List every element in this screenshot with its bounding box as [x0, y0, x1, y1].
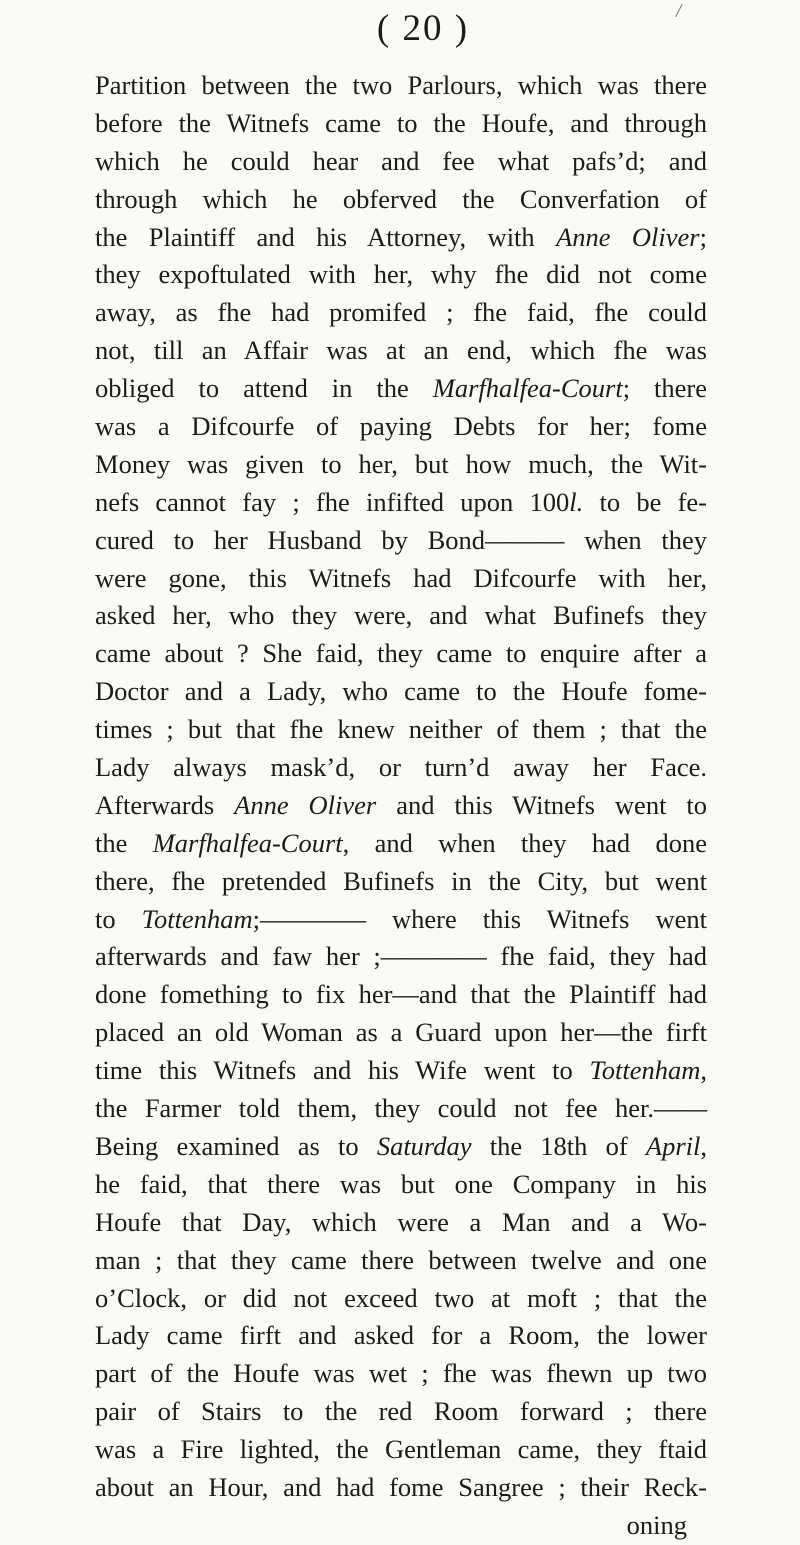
text-line: [95, 143, 707, 181]
text-line: [95, 825, 707, 863]
text-line: [95, 1128, 707, 1166]
text-segment: before the Witnefs came to the Houfe, and through: [95, 107, 707, 138]
text-line: [95, 1393, 707, 1431]
text-segment: was a Difcourfe of paying Debts for her; fome: [95, 411, 707, 442]
italic-text: Anne Oliver: [556, 221, 700, 252]
text-line: [95, 635, 707, 673]
text-segment: part of the Houfe was wet ; fhe was fhewn up two: [95, 1358, 707, 1389]
italic-text: Tottenham: [141, 903, 253, 934]
text-line: [95, 446, 707, 484]
text-segment: placed an old Woman as a Guard upon her—the firft: [95, 1017, 707, 1048]
text-line: [95, 294, 707, 332]
text-segment: and this Witnefs went to: [376, 789, 707, 820]
text-segment: Lady came firft and asked for a Room, the lower: [95, 1320, 707, 1351]
text-segment: ;: [699, 221, 707, 252]
text-segment: Doctor and a Lady, who came to the Houfe fome-: [95, 676, 707, 707]
text-segment: ;———— where this Witnefs went: [252, 903, 707, 934]
text-segment: the Plaintiff and his Attorney, with: [95, 221, 557, 252]
text-line: [95, 863, 707, 901]
body-text: [95, 67, 707, 1545]
text-line: [95, 1355, 707, 1393]
text-segment: to: [95, 903, 142, 934]
text-line: [95, 408, 707, 446]
italic-text: l.: [569, 486, 584, 517]
text-line: [95, 522, 707, 560]
text-segment: Partition between the two Parlours, which was there: [95, 70, 707, 100]
text-segment: which he could hear and fee what pafs’d; and: [95, 145, 707, 176]
text-line: [95, 370, 707, 408]
text-line: [95, 1507, 707, 1545]
text-segment: were gone, this Witnefs had Difcourfe with her,: [95, 562, 707, 593]
text-line: [95, 560, 707, 598]
text-line: [95, 219, 707, 257]
text-line: [95, 1280, 707, 1318]
text-segment: Afterwards: [95, 789, 235, 820]
italic-text: Marfhalfea-Court: [432, 373, 623, 404]
text-line: [95, 1242, 707, 1280]
text-line: [95, 597, 707, 635]
italic-text: April: [645, 1130, 701, 1161]
text-segment: to be fe-: [583, 486, 707, 517]
text-line: [95, 976, 707, 1014]
text-segment: asked her, who they were, and what Bufinefs they: [95, 600, 707, 631]
text-segment: they expoftulated with her, why fhe did not come: [95, 259, 707, 290]
text-segment: was a Fire lighted, the Gentleman came, they ftaid: [95, 1434, 707, 1465]
text-line: [95, 67, 707, 105]
text-line: [95, 787, 707, 825]
text-line: [95, 1469, 707, 1507]
text-segment: time this Witnefs and his Wife went to: [95, 1055, 590, 1086]
text-line: [95, 938, 707, 976]
text-segment: pair of Stairs to the red Room forward ; there: [95, 1396, 707, 1427]
text-segment: the Farmer told them, they could not fee her.——: [95, 1093, 707, 1124]
text-segment: ,: [700, 1130, 708, 1161]
text-segment: nefs cannot fay ; fhe infifted upon 100: [95, 486, 570, 517]
text-line: [95, 711, 707, 749]
text-segment: done fomething to fix her—and that the Plaintiff had: [95, 979, 707, 1010]
text-segment: Being examined as to: [95, 1130, 377, 1161]
text-segment: he faid, that there was but one Company in his: [95, 1168, 707, 1199]
text-segment: times ; but that fhe knew neither of them ; that the: [95, 714, 707, 745]
text-segment: oning: [626, 1509, 687, 1540]
page-number: ( 20 ): [376, 8, 470, 49]
text-segment: away, as fhe had promifed ; fhe faid, fhe could: [95, 297, 707, 328]
text-line: [95, 1052, 707, 1090]
text-segment: Houfe that Day, which were a Man and a Wo-: [95, 1206, 707, 1237]
text-line: [95, 749, 707, 787]
text-segment: through which he obferved the Converfation of: [95, 183, 707, 214]
text-line: [95, 1431, 707, 1469]
text-segment: cured to her Husband by Bond——— when they: [95, 524, 707, 555]
text-segment: there, fhe pretended Bufinefs in the City, but went: [95, 865, 707, 896]
text-segment: , and when they had done: [342, 827, 708, 858]
text-line: [95, 1204, 707, 1242]
italic-text: Tottenham: [589, 1055, 701, 1086]
text-segment: the 18th of: [471, 1130, 646, 1161]
text-line: [95, 673, 707, 711]
corner-mark: /: [674, 0, 684, 23]
text-segment: obliged to attend in the: [95, 373, 433, 404]
text-line: [95, 1090, 707, 1128]
text-segment: o’Clock, or did not exceed two at moft ; that the: [95, 1282, 707, 1313]
text-segment: about an Hour, and had fome Sangree ; their Reck-: [95, 1471, 707, 1502]
text-line: [95, 901, 707, 939]
italic-text: Saturday: [376, 1130, 472, 1161]
text-segment: came about ? She faid, they came to enquire after a: [95, 638, 707, 669]
text-line: [95, 181, 707, 219]
text-line: [95, 332, 707, 370]
text-segment: Lady always mask’d, or turn’d away her Face.: [95, 752, 707, 783]
text-segment: ; there: [622, 373, 707, 404]
text-segment: man ; that they came there between twelve and one: [95, 1244, 707, 1275]
text-line: [95, 1317, 707, 1355]
text-line: [95, 105, 707, 143]
text-segment: the: [95, 827, 153, 858]
italic-text: Anne Oliver: [234, 789, 377, 820]
text-line: [95, 256, 707, 294]
text-line: [95, 484, 707, 522]
text-line: [95, 1166, 707, 1204]
text-segment: afterwards and faw her ;———— fhe faid, they had: [95, 941, 707, 972]
text-segment: Money was given to her, but how much, the Wit-: [95, 448, 707, 479]
text-line: [95, 1014, 707, 1052]
text-segment: ,: [700, 1055, 707, 1086]
italic-text: Marfhalfea-Court: [152, 827, 343, 858]
text-segment: not, till an Affair was at an end, which fhe was: [95, 335, 707, 366]
